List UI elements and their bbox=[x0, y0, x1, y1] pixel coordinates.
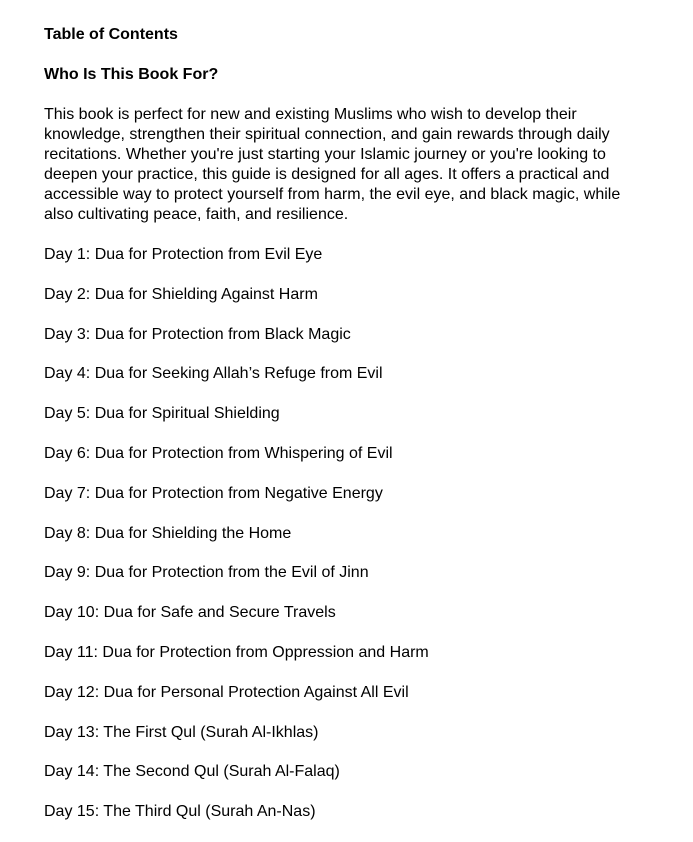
toc-entry: Day 3: Dua for Protection from Black Magic bbox=[44, 325, 351, 343]
intro-paragraph: This book is perfect for new and existing Muslims who wish to develop their knowledge, strengthen their spiritual connection, and gain rewards through daily recitations. Whether you're just starting your Islamic journey or you're looking to deepen your practice, this guide is designed for all ages. It offers a practical and accessible way to protect yourself from harm, the evil eye, and black magic, while also cultivating peace, faith, and resilience. bbox=[44, 106, 621, 223]
toc-entry: Day 13: The First Qul (Surah Al-Ikhlas) bbox=[44, 723, 319, 741]
toc-entry: Day 2: Dua for Shielding Against Harm bbox=[44, 285, 318, 303]
toc-list bbox=[44, 245, 644, 822]
toc-entry: Day 7: Dua for Protection from Negative Energy bbox=[44, 484, 383, 502]
toc-entry: Day 12: Dua for Personal Protection Against All Evil bbox=[44, 683, 409, 701]
toc-entry: Day 1: Dua for Protection from Evil Eye bbox=[44, 246, 323, 263]
toc-entry: Day 15: The Third Qul (Surah An-Nas) bbox=[44, 803, 316, 821]
toc-entry: Day 5: Dua for Spiritual Shielding bbox=[44, 405, 280, 423]
toc-entry: Day 14: The Second Qul (Surah Al-Falaq) bbox=[44, 763, 340, 781]
toc-title: Table of Contents bbox=[44, 26, 178, 43]
section-heading: Who Is This Book For? bbox=[44, 66, 219, 83]
toc-entry: Day 8: Dua for Shielding the Home bbox=[44, 524, 292, 542]
document-page bbox=[44, 25, 644, 842]
toc-entry: Day 4: Dua for Seeking Allah’s Refuge from Evil bbox=[44, 365, 383, 383]
toc-entry: Day 11: Dua for Protection from Oppression and Harm bbox=[44, 643, 429, 661]
toc-entry: Day 6: Dua for Protection from Whispering of Evil bbox=[44, 444, 393, 462]
toc-entry: Day 10: Dua for Safe and Secure Travels bbox=[44, 604, 336, 622]
toc-entry: Day 9: Dua for Protection from the Evil of Jinn bbox=[44, 564, 369, 582]
